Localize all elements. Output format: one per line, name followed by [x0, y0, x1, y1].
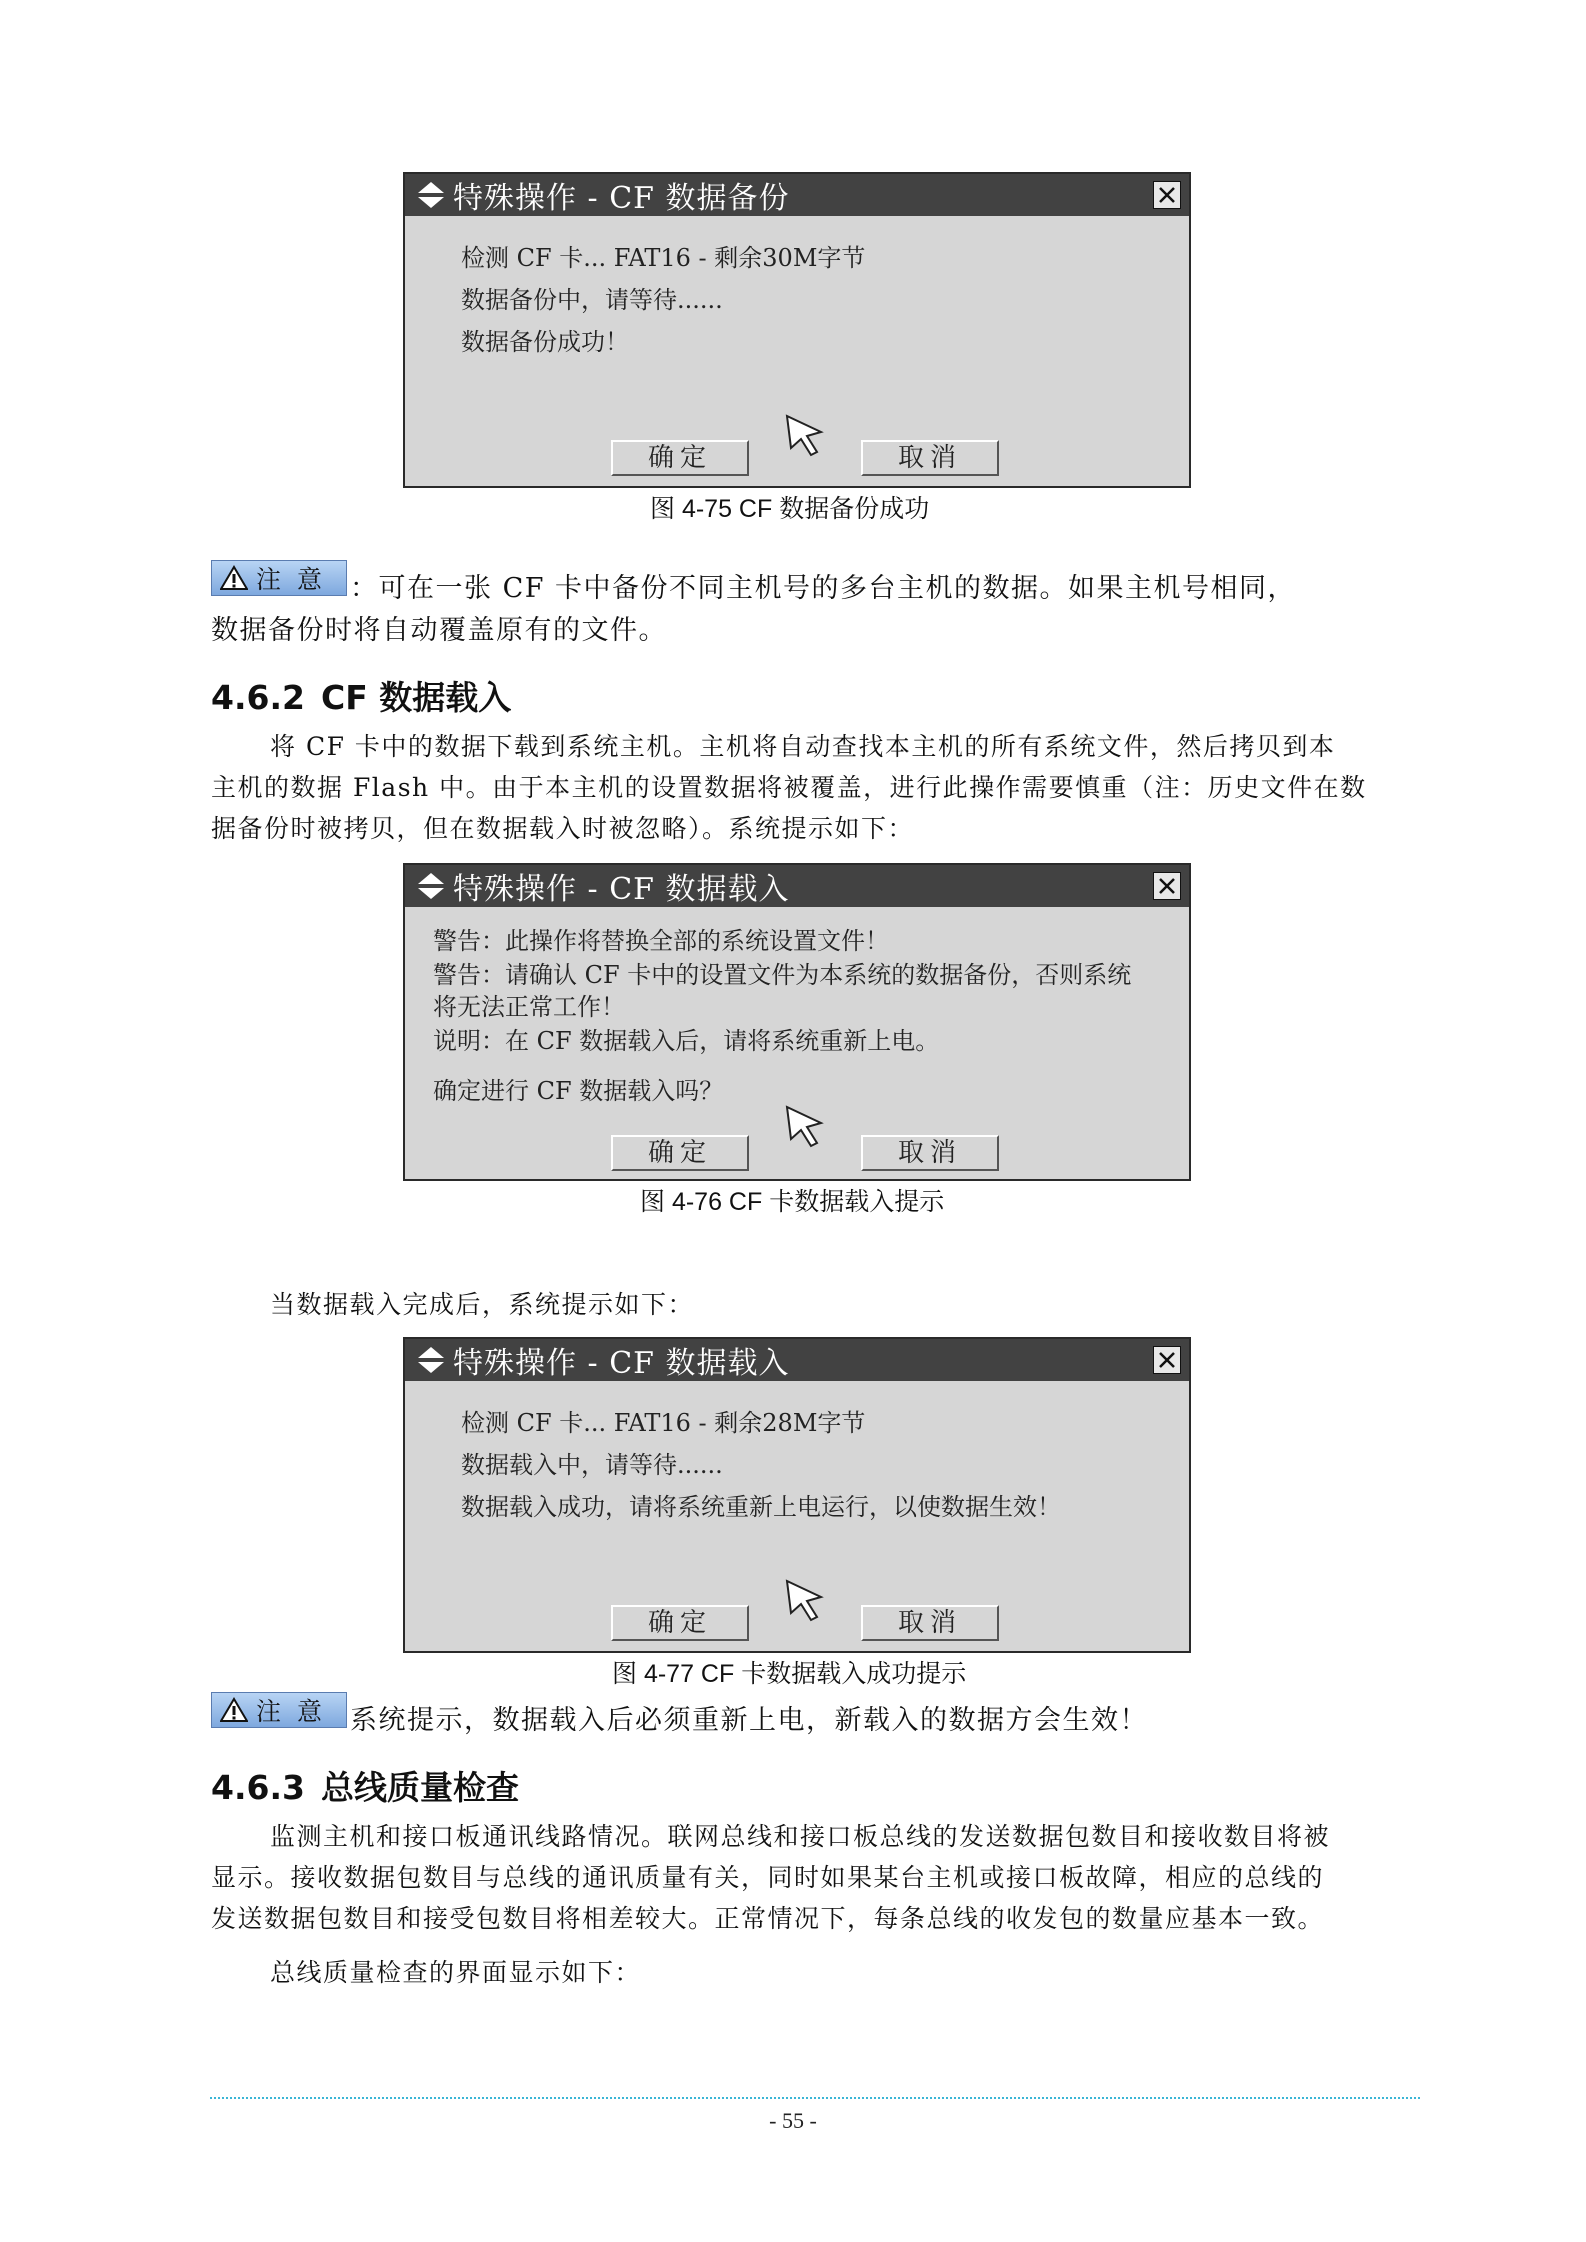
dialog-title: 特殊操作 - CF 数据备份 — [453, 181, 790, 216]
dialog-line: 检测 CF 卡... FAT16 - 剩余28M字节 — [461, 1409, 866, 1437]
section-number: 4.6.2 — [211, 678, 305, 717]
dialog-line: 数据备份中，请等待...... — [461, 286, 723, 314]
mouse-pointer-icon — [783, 412, 827, 458]
paragraph-line: 监测主机和接口板通讯线路情况。联网总线和接口板总线的发送数据包数目和接收数目将被 — [270, 1822, 1331, 1851]
paragraph-line: 总线质量检查的界面显示如下： — [270, 1958, 642, 1987]
warning-icon — [220, 565, 248, 591]
dialog-line: 数据备份成功！ — [461, 328, 629, 356]
dialog-line: 数据载入中，请等待...... — [461, 1451, 723, 1479]
footer-divider — [210, 2097, 1420, 2099]
section-number: 4.6.3 — [211, 1768, 305, 1807]
paragraph-line: 当数据载入完成后，系统提示如下： — [270, 1290, 695, 1319]
close-icon — [1158, 186, 1176, 204]
figure-caption: 图 4-77 CF 卡数据载入成功提示 — [612, 1660, 967, 1688]
paragraph-line: 将 CF 卡中的数据下载到系统主机。主机将自动查找本主机的所有系统文件，然后拷贝到本 — [270, 732, 1336, 761]
up-down-arrows-icon — [415, 865, 447, 907]
close-icon — [1158, 1351, 1176, 1369]
note-text: 系统提示，数据载入后必须重新上电，新载入的数据方会生效！ — [350, 1705, 1148, 1736]
dialog-line: 确定进行 CF 数据载入吗？ — [433, 1077, 724, 1105]
dialog-title: 特殊操作 - CF 数据载入 — [453, 872, 790, 907]
note-text: 数据备份时将自动覆盖原有的文件。 — [211, 615, 667, 646]
paragraph-line: 发送数据包数目和接受包数目将相差较大。正常情况下，每条总线的收发包的数量应基本一致。 — [211, 1904, 1325, 1933]
ok-button[interactable]: 确定 — [611, 1135, 749, 1171]
section-title: CF 数据载入 — [321, 678, 512, 717]
dialog-titlebar — [405, 174, 1189, 216]
close-button[interactable] — [1153, 181, 1181, 209]
dialog-cf-backup — [403, 172, 1191, 488]
note-badge-label: 注 意 — [256, 1697, 326, 1726]
dialog-cf-load-confirm — [403, 863, 1191, 1181]
cancel-button[interactable]: 取消 — [861, 1135, 999, 1171]
close-icon — [1158, 877, 1176, 895]
figure-caption: 图 4-76 CF 卡数据载入提示 — [640, 1188, 945, 1216]
cancel-button[interactable]: 取消 — [861, 1605, 999, 1641]
paragraph-line: 据备份时被拷贝，但在数据载入时被忽略）。系统提示如下： — [211, 814, 915, 843]
dialog-titlebar — [405, 1339, 1189, 1381]
note-badge — [211, 560, 347, 596]
figure-caption: 图 4-75 CF 数据备份成功 — [650, 495, 930, 523]
mouse-pointer-icon — [783, 1103, 827, 1149]
ok-button[interactable]: 确定 — [611, 1605, 749, 1641]
page-number: - 55 - — [769, 2108, 817, 2133]
close-button[interactable] — [1153, 872, 1181, 900]
up-down-arrows-icon — [415, 1339, 447, 1381]
note-text: ：可在一张 CF 卡中备份不同主机号的多台主机的数据。如果主机号相同， — [350, 573, 1297, 604]
dialog-cf-load-success — [403, 1337, 1191, 1653]
mouse-pointer-icon — [783, 1577, 827, 1623]
up-down-arrows-icon — [415, 174, 447, 216]
dialog-line: 警告：请确认 CF 卡中的设置文件为本系统的数据备份，否则系统 — [433, 961, 1132, 989]
dialog-titlebar — [405, 865, 1189, 907]
paragraph-line: 主机的数据 Flash 中。由于本主机的设置数据将被覆盖，进行此操作需要慎重（注：历史文件在数 — [211, 773, 1367, 802]
dialog-line: 检测 CF 卡... FAT16 - 剩余30M字节 — [461, 244, 866, 272]
ok-button[interactable]: 确定 — [611, 440, 749, 476]
note-badge-label: 注 意 — [256, 565, 326, 594]
dialog-line: 将无法正常工作！ — [433, 993, 625, 1021]
paragraph-line: 显示。接收数据包数目与总线的通讯质量有关，同时如果某台主机或接口板故障，相应的总线的 — [211, 1863, 1325, 1892]
section-heading — [211, 672, 511, 719]
warning-icon — [220, 1697, 248, 1723]
dialog-line: 警告：此操作将替换全部的系统设置文件！ — [433, 927, 889, 955]
dialog-line: 数据载入成功，请将系统重新上电运行，以使数据生效！ — [461, 1493, 1061, 1521]
close-button[interactable] — [1153, 1346, 1181, 1374]
section-title: 总线质量检查 — [321, 1768, 519, 1807]
dialog-title: 特殊操作 - CF 数据载入 — [453, 1346, 790, 1381]
cancel-button[interactable]: 取消 — [861, 440, 999, 476]
note-badge — [211, 1692, 347, 1728]
section-heading — [211, 1762, 519, 1809]
dialog-line: 说明：在 CF 数据载入后，请将系统重新上电。 — [433, 1027, 940, 1055]
